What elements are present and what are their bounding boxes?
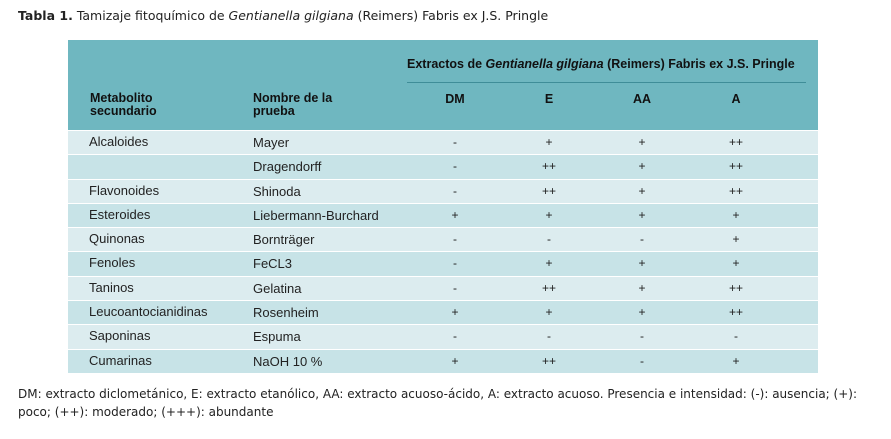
cell-test: FeCL3 (253, 256, 293, 272)
cell-value: ++ (541, 159, 556, 174)
cell-value: - (453, 183, 457, 198)
caption-author: (Reimers) Fabris ex J.S. Pringle (353, 8, 549, 23)
cell-metabolite: Cumarinas (89, 352, 152, 368)
table-row (68, 251, 818, 275)
cell-value: + (545, 305, 553, 320)
phytochemical-table (68, 40, 818, 373)
table-header (68, 40, 818, 130)
table-row (68, 130, 818, 154)
cell-value: + (638, 305, 646, 320)
cell-value: + (451, 353, 459, 368)
cell-value: ++ (728, 135, 743, 149)
cell-value: ++ (541, 353, 556, 368)
header-test-line2: prueba (253, 104, 295, 118)
cell-value: ++ (728, 305, 743, 320)
cell-value: + (545, 207, 553, 222)
extracts-group-header (407, 57, 795, 71)
header-test-line1: Nombre de la (253, 91, 333, 105)
cell-test: NaOH 10 % (253, 353, 323, 369)
cell-value: - (453, 159, 457, 174)
table-row (68, 276, 818, 300)
table-row (68, 203, 818, 227)
cell-value: + (638, 159, 646, 174)
cell-value: + (545, 135, 553, 149)
caption-label: Tabla 1. (18, 8, 73, 23)
cell-value: - (640, 353, 644, 368)
cell-value: ++ (541, 280, 556, 295)
cell-value: + (638, 135, 646, 149)
cell-value: - (453, 280, 457, 295)
table-footnote: DM: extracto diclometánico, E: extracto etanólico, AA: extracto acuoso-ácido, A: extracto acuoso. Presencia e intensidad: (-): ausencia; (+): poco; (++): moderado; (+++): abundante (18, 387, 857, 419)
cell-value: + (451, 305, 459, 320)
table-row (68, 227, 818, 251)
table-row (68, 300, 818, 324)
header-col-aa: AA (632, 92, 652, 106)
cell-test: Espuma (253, 329, 301, 345)
cell-test: Dragendorff (253, 159, 322, 175)
cell-value: - (453, 135, 457, 149)
cell-test: Gelatina (253, 280, 302, 296)
cell-value: ++ (728, 159, 743, 174)
group-header-author: (Reimers) Fabris ex J.S. Pringle (603, 57, 795, 71)
cell-metabolite: Flavonoides (89, 182, 160, 198)
cell-metabolite: Esteroides (89, 206, 151, 222)
cell-test: Liebermann-Burchard (253, 207, 379, 223)
header-col-dm: DM (445, 92, 465, 106)
cell-test: Bornträger (253, 232, 315, 248)
cell-value: ++ (728, 280, 743, 295)
header-metabolite (90, 92, 157, 118)
table-row (68, 324, 818, 348)
cell-value: + (638, 280, 646, 295)
cell-value: + (638, 183, 646, 198)
group-header-species: Gentianella gilgiana (485, 57, 604, 71)
group-header-divider (407, 82, 806, 83)
header-col-e: E (544, 92, 554, 106)
cell-test: Shinoda (253, 183, 301, 199)
cell-value: - (547, 232, 551, 247)
cell-value: - (453, 329, 457, 344)
table-caption (18, 8, 548, 23)
caption-text: Tamizaje fitoquímico de (76, 8, 229, 23)
cell-value: - (453, 256, 457, 271)
cell-value: ++ (728, 183, 743, 198)
header-metabolite-line1: Metabolito (90, 91, 153, 105)
table-row (68, 349, 818, 373)
cell-value: + (545, 256, 553, 271)
cell-value: - (547, 329, 551, 344)
cell-value: ++ (541, 183, 556, 198)
cell-test: Rosenheim (253, 305, 319, 321)
cell-value: - (640, 232, 644, 247)
cell-value: - (734, 329, 738, 344)
cell-value: + (732, 353, 740, 368)
cell-metabolite: Saponinas (89, 328, 151, 344)
table-row (68, 154, 818, 178)
table-row (68, 179, 818, 203)
header-metabolite-line2: secundario (90, 104, 157, 118)
cell-value: + (638, 207, 646, 222)
cell-metabolite: Fenoles (89, 255, 136, 271)
cell-metabolite: Leucoantocianidinas (89, 304, 208, 320)
cell-metabolite: Alcaloides (89, 134, 149, 149)
cell-value: + (638, 256, 646, 271)
caption-species: Gentianella gilgiana (228, 8, 354, 23)
cell-metabolite: Quinonas (89, 231, 145, 247)
cell-value: + (732, 207, 740, 222)
cell-value: - (453, 232, 457, 247)
header-col-a: A (731, 92, 741, 106)
header-test-name (253, 92, 332, 118)
cell-value: - (640, 329, 644, 344)
cell-test: Mayer (253, 135, 290, 150)
cell-value: + (451, 207, 459, 222)
group-header-prefix: Extractos de (407, 57, 486, 71)
cell-value: + (732, 232, 740, 247)
cell-value: + (732, 256, 740, 271)
table-body (68, 130, 818, 373)
cell-metabolite: Taninos (89, 279, 134, 295)
